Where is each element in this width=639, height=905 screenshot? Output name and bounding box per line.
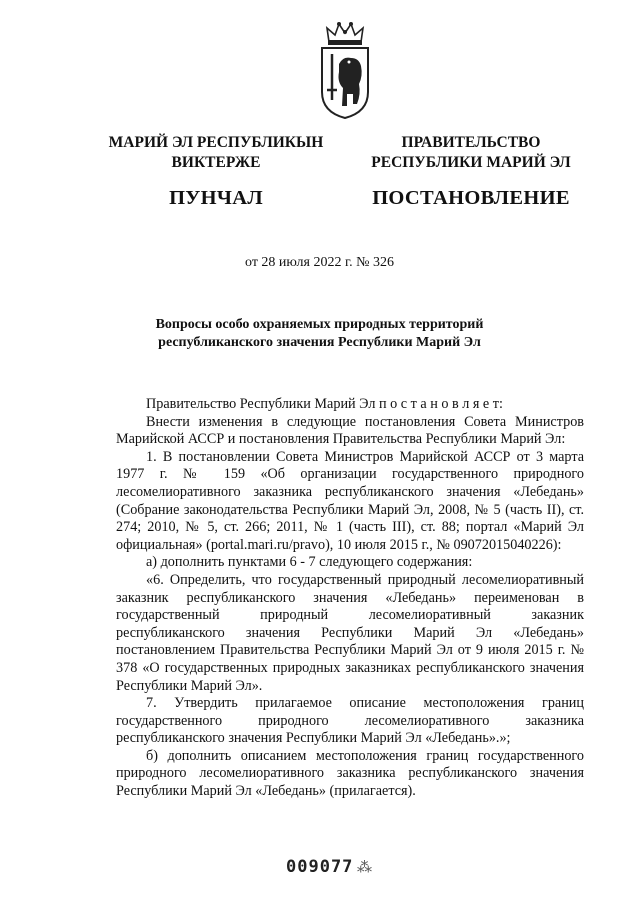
header-left-doc-type: ПУНЧАЛ [169,187,263,209]
paragraph-point-6: «6. Определить, что государственный природный лесомелиоративный заказник республиканского значения «Лебедань» переименован в государственный природный лесомелиоративный заказник республиканского значения Республики Марий Эл «Лебедань» постановлением Правительства Республики Марий Эл от 9 июля 2015 г. № 378 «О государственных природных заказниках республиканского значения Республики Марий Эл». [116,571,584,694]
coat-of-arms-icon [317,20,373,120]
header-right-line2: РЕСПУБЛИКИ МАРИЙ ЭЛ [371,154,571,171]
paragraph-item-1: 1. В постановлении Совета Министров Марийской АССР от 3 марта 1977 г. № 159 «Об организации государственного природного лесомелиоративного заказника республиканского значения «Лебедань» (Собрание законодательства Республики Марий Эл, 2008, № 5 (часть II), ст. 274; 2010, № 5, ст. 266; 2011, № 1 (часть III), ст. 88; портал «Марий Эл официальная» (portal.mari.ru/pravo), 10 июля 2015 г., № 09072015040226): [116,448,584,553]
paragraph-point-7: 7. Утвердить прилагаемое описание местоположения границ государственного природного лесомелиоративного заказника республиканского значения Республики Марий Эл «Лебедань».»; [116,695,584,747]
header-right-block [356,133,586,211]
title-line-2: республиканского значения Республики Марий Эл [158,335,481,350]
header-right-line1: ПРАВИТЕЛЬСТВО [401,134,541,151]
document-title [0,316,639,352]
document-body [116,396,584,801]
paragraph-intro: Внести изменения в следующие постановления Совета Министров Марийской АССР и постановления Правительства Республики Марий Эл: [116,413,584,448]
header-left-line1: МАРИЙ ЭЛ РЕСПУБЛИКЫН [108,134,324,151]
paragraph-preamble: Правительство Республики Марий Эл п о с т а н о в л я е т: [146,396,503,412]
header-right-doc-type: ПОСТАНОВЛЕНИЕ [372,187,570,209]
paragraph-item-b: б) дополнить описанием местоположения границ государственного природного лесомелиоративного заказника республиканского значения Республики Марий Эл «Лебедань» (прилагается). [116,747,584,800]
document-date-number: от 28 июля 2022 г. № 326 [245,255,394,270]
header-left-block [96,133,336,211]
header-left-line2: ВИКТЕРЖЕ [171,154,261,171]
stamp-mark-icon: ⁂ [357,860,372,876]
title-line-1: Вопросы особо охраняемых природных территорий [155,317,484,332]
serial-number-stamp: 009077 [286,857,354,877]
paragraph-item-a: а) дополнить пунктами 6 - 7 следующего содержания: [146,554,473,571]
